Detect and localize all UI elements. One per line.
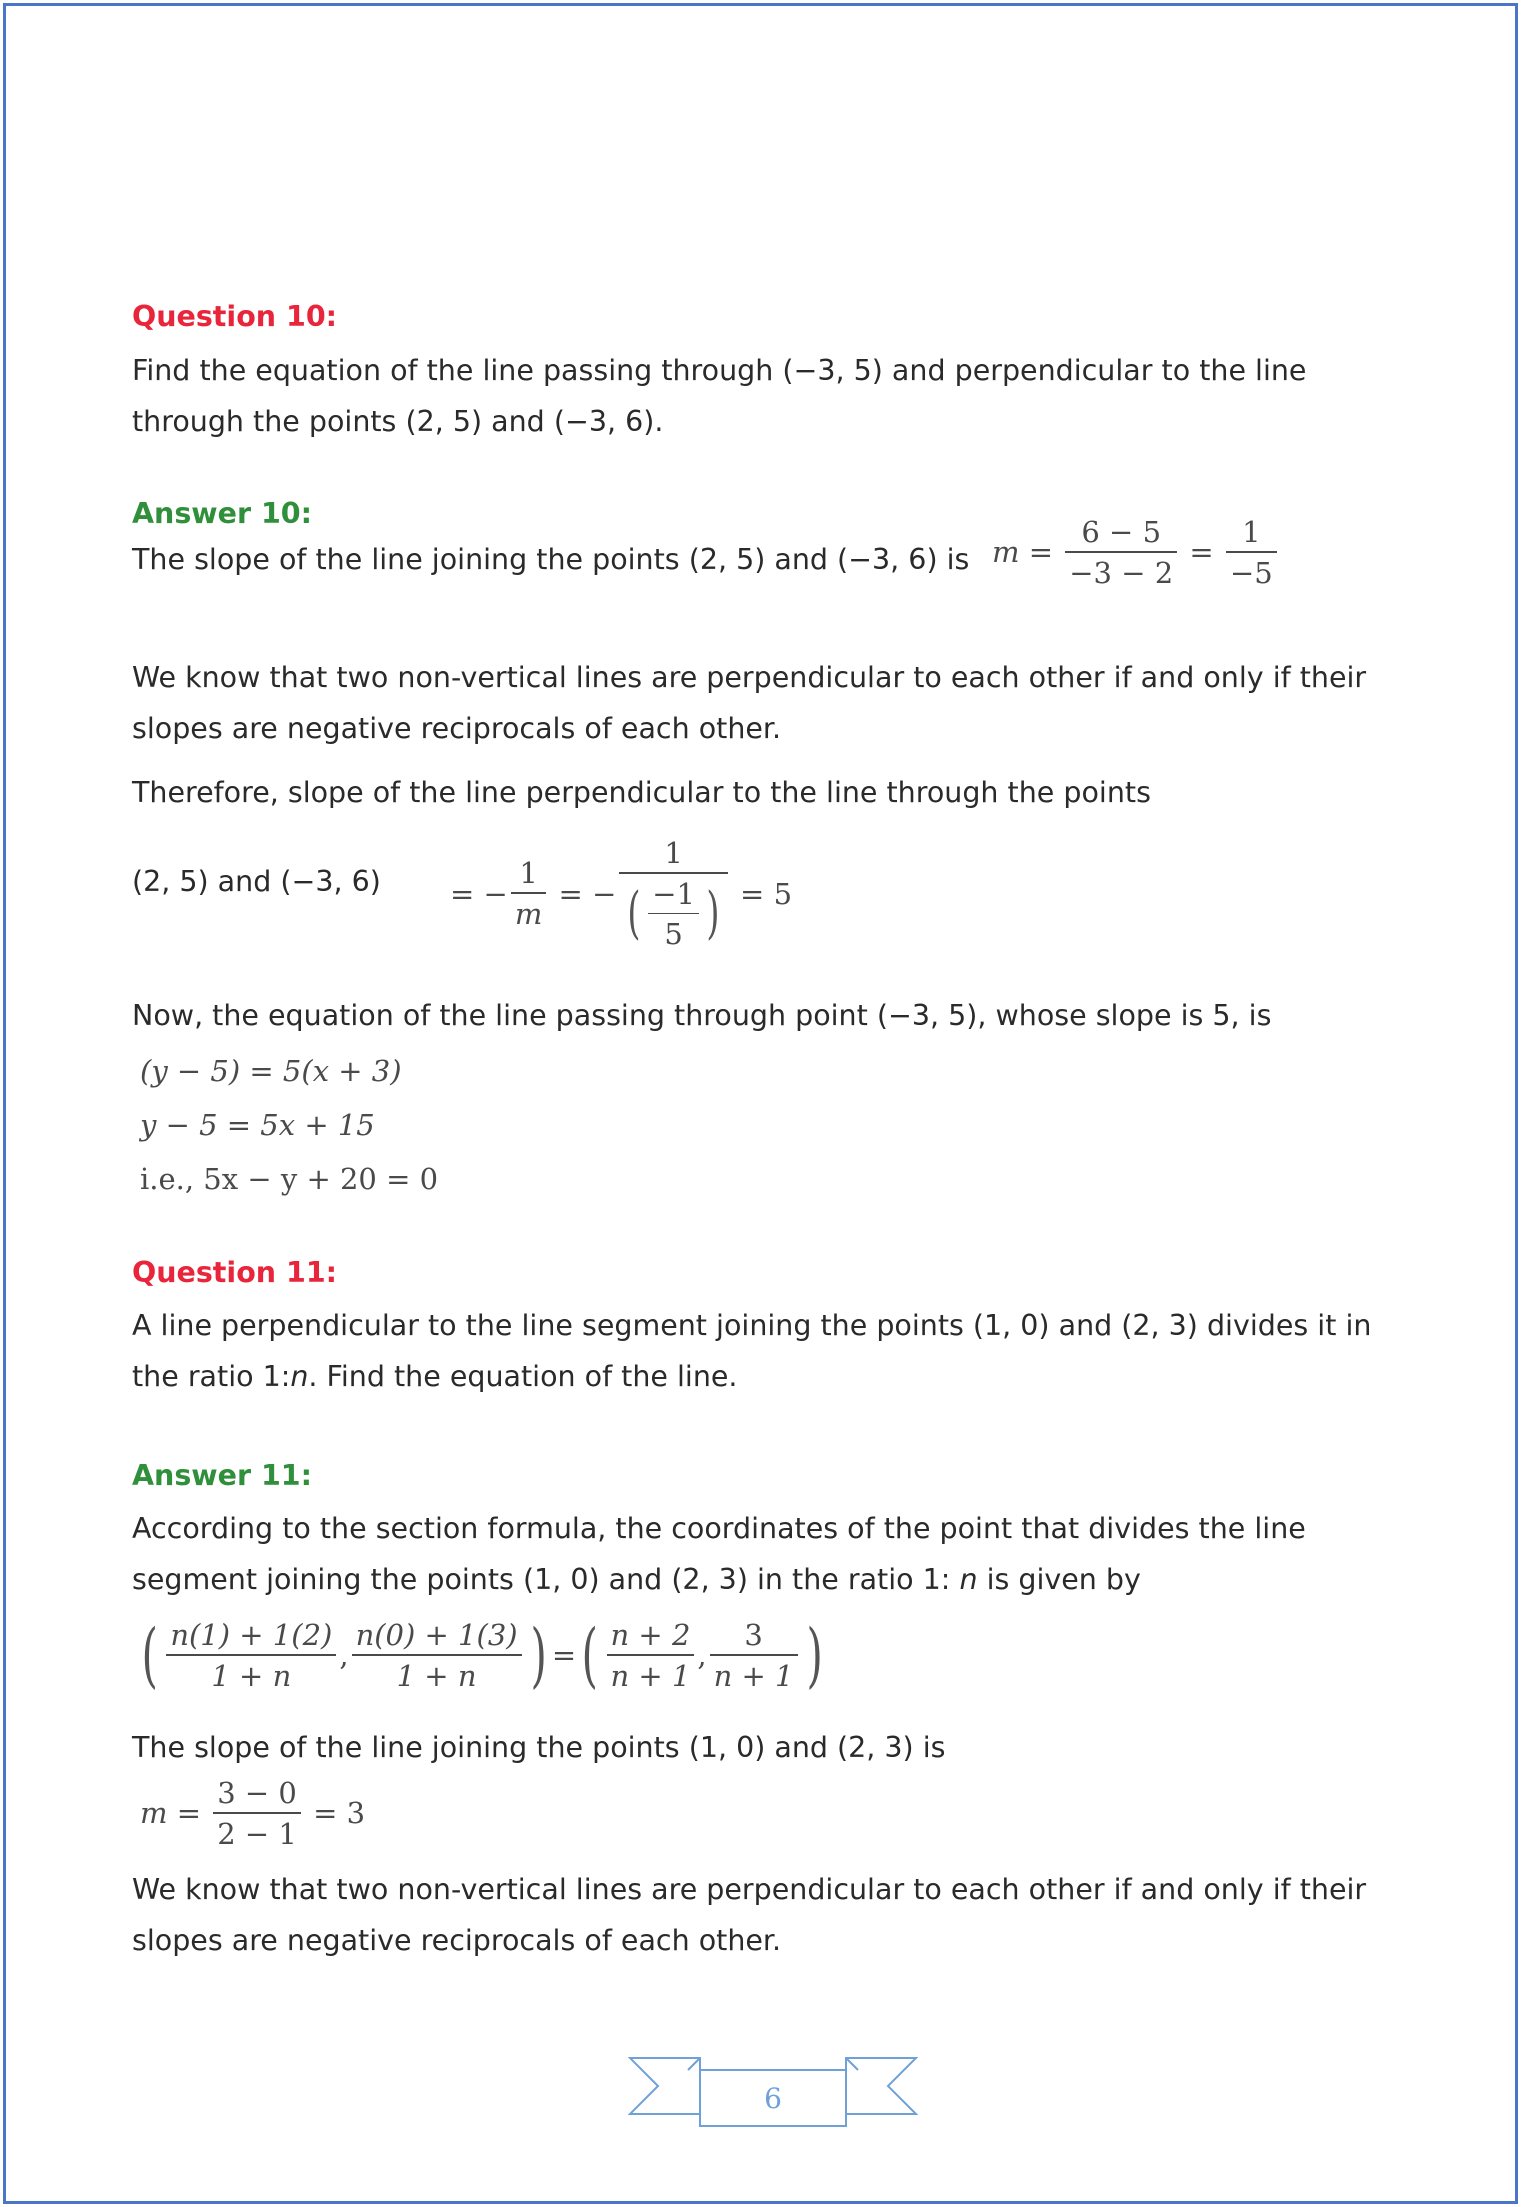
slope-fraction: $\frac{3 - 0}{2 - 1}$: [213, 1776, 301, 1851]
answer-11-para-line-1: We know that two non-vertical lines are perpendicular to each other if and only if their: [132, 1873, 1367, 1906]
question-10-heading: Question 10:: [132, 300, 338, 333]
page-number-ribbon: [628, 2052, 918, 2141]
answer-10-slope-intro: The slope of the line joining the points (2, 5) and (−3, 6) is: [132, 543, 970, 576]
reciprocal-fraction: $\frac{1}{m}$: [511, 856, 547, 931]
perpendicular-slope-result: 5: [773, 876, 793, 911]
section-formula-equation: ( $\frac{n(1) + 1(2)}{1 + n}$ , $\frac{n(0) + 1(3)}{1 + n}$ ) = ( $\frac{n + 2}{n + 1}$ , $\frac{3}{n + 1}$ ): [141, 1614, 823, 1697]
question-11-text-line-1: A line perpendicular to the line segment joining the points (1, 0) and (2, 3) divides it in: [132, 1309, 1372, 1342]
slope-fraction-1: $\frac{6 - 5}{-3 - 2}$: [1065, 515, 1177, 590]
question-10-text-line-2: through the points (2, 5) and (−3, 6).: [132, 405, 664, 438]
answer-10-para-1-line-1: We know that two non-vertical lines are perpendicular to each other if and only if their: [132, 661, 1367, 694]
slope-equation-10: m = $\frac{6 - 5}{-3 - 2}$ = $\frac{1}{-5}$: [992, 515, 1280, 590]
inner-fraction: $\frac{-1}{5}$: [648, 877, 699, 952]
slope-symbol: m: [992, 535, 1020, 570]
answer-11-text-line-2: segment joining the points (1, 0) and (2, 3) in the ratio 1: n is given by: [132, 1563, 1141, 1596]
page-number: 6: [764, 2081, 782, 2115]
slope-equation-11: m = $\frac{3 - 0}{2 - 1}$ = 3: [140, 1776, 366, 1851]
answer-10-points-label: (2, 5) and (−3, 6): [132, 865, 381, 898]
answer-10-para-3: Now, the equation of the line passing through point (−3, 5), whose slope is 5, is: [132, 999, 1272, 1032]
question-10-text-line-1: Find the equation of the line passing through (−3, 5) and perpendicular to the line: [132, 354, 1307, 387]
answer-10-para-2: Therefore, slope of the line perpendicular to the line through the points: [132, 776, 1151, 809]
answer-11-slope-intro: The slope of the line joining the points (1, 0) and (2, 3) is: [132, 1731, 946, 1764]
answer-11-text-line-1: According to the section formula, the coordinates of the point that divides the line: [132, 1512, 1306, 1545]
question-11-text-line-2: the ratio 1:n. Find the equation of the line.: [132, 1360, 738, 1393]
equation-step-2: y − 5 = 5x + 15: [140, 1108, 375, 1142]
answer-10-heading: Answer 10:: [132, 497, 313, 530]
slope-symbol: m: [140, 1796, 168, 1831]
perpendicular-slope-equation: = − $\frac{1}{m}$ = − 1 ( $\frac{-1}{5}$ ) = 5: [450, 836, 793, 952]
answer-10-para-1-line-2: slopes are negative reciprocals of each other.: [132, 712, 782, 745]
x-coordinate-fraction: $\frac{n(1) + 1(2)}{1 + n}$: [166, 1618, 336, 1693]
simplified-x-fraction: $\frac{n + 2}{n + 1}$: [607, 1618, 695, 1693]
equation-step-3: i.e., 5x − y + 20 = 0: [140, 1162, 439, 1196]
simplified-y-fraction: $\frac{3}{n + 1}$: [710, 1618, 798, 1693]
slope-fraction-2: $\frac{1}{-5}$: [1226, 515, 1277, 590]
y-coordinate-fraction: $\frac{n(0) + 1(3)}{1 + n}$: [352, 1618, 522, 1693]
equation-step-1: (y − 5) = 5(x + 3): [140, 1054, 402, 1088]
question-11-heading: Question 11:: [132, 1256, 338, 1289]
answer-11-para-line-2: slopes are negative reciprocals of each other.: [132, 1924, 782, 1957]
line-equation-steps: [140, 1044, 438, 1206]
nested-fraction: 1 ( $\frac{-1}{5}$ ): [619, 836, 727, 951]
answer-11-heading: Answer 11:: [132, 1459, 313, 1492]
slope-result: 3: [346, 1796, 366, 1831]
